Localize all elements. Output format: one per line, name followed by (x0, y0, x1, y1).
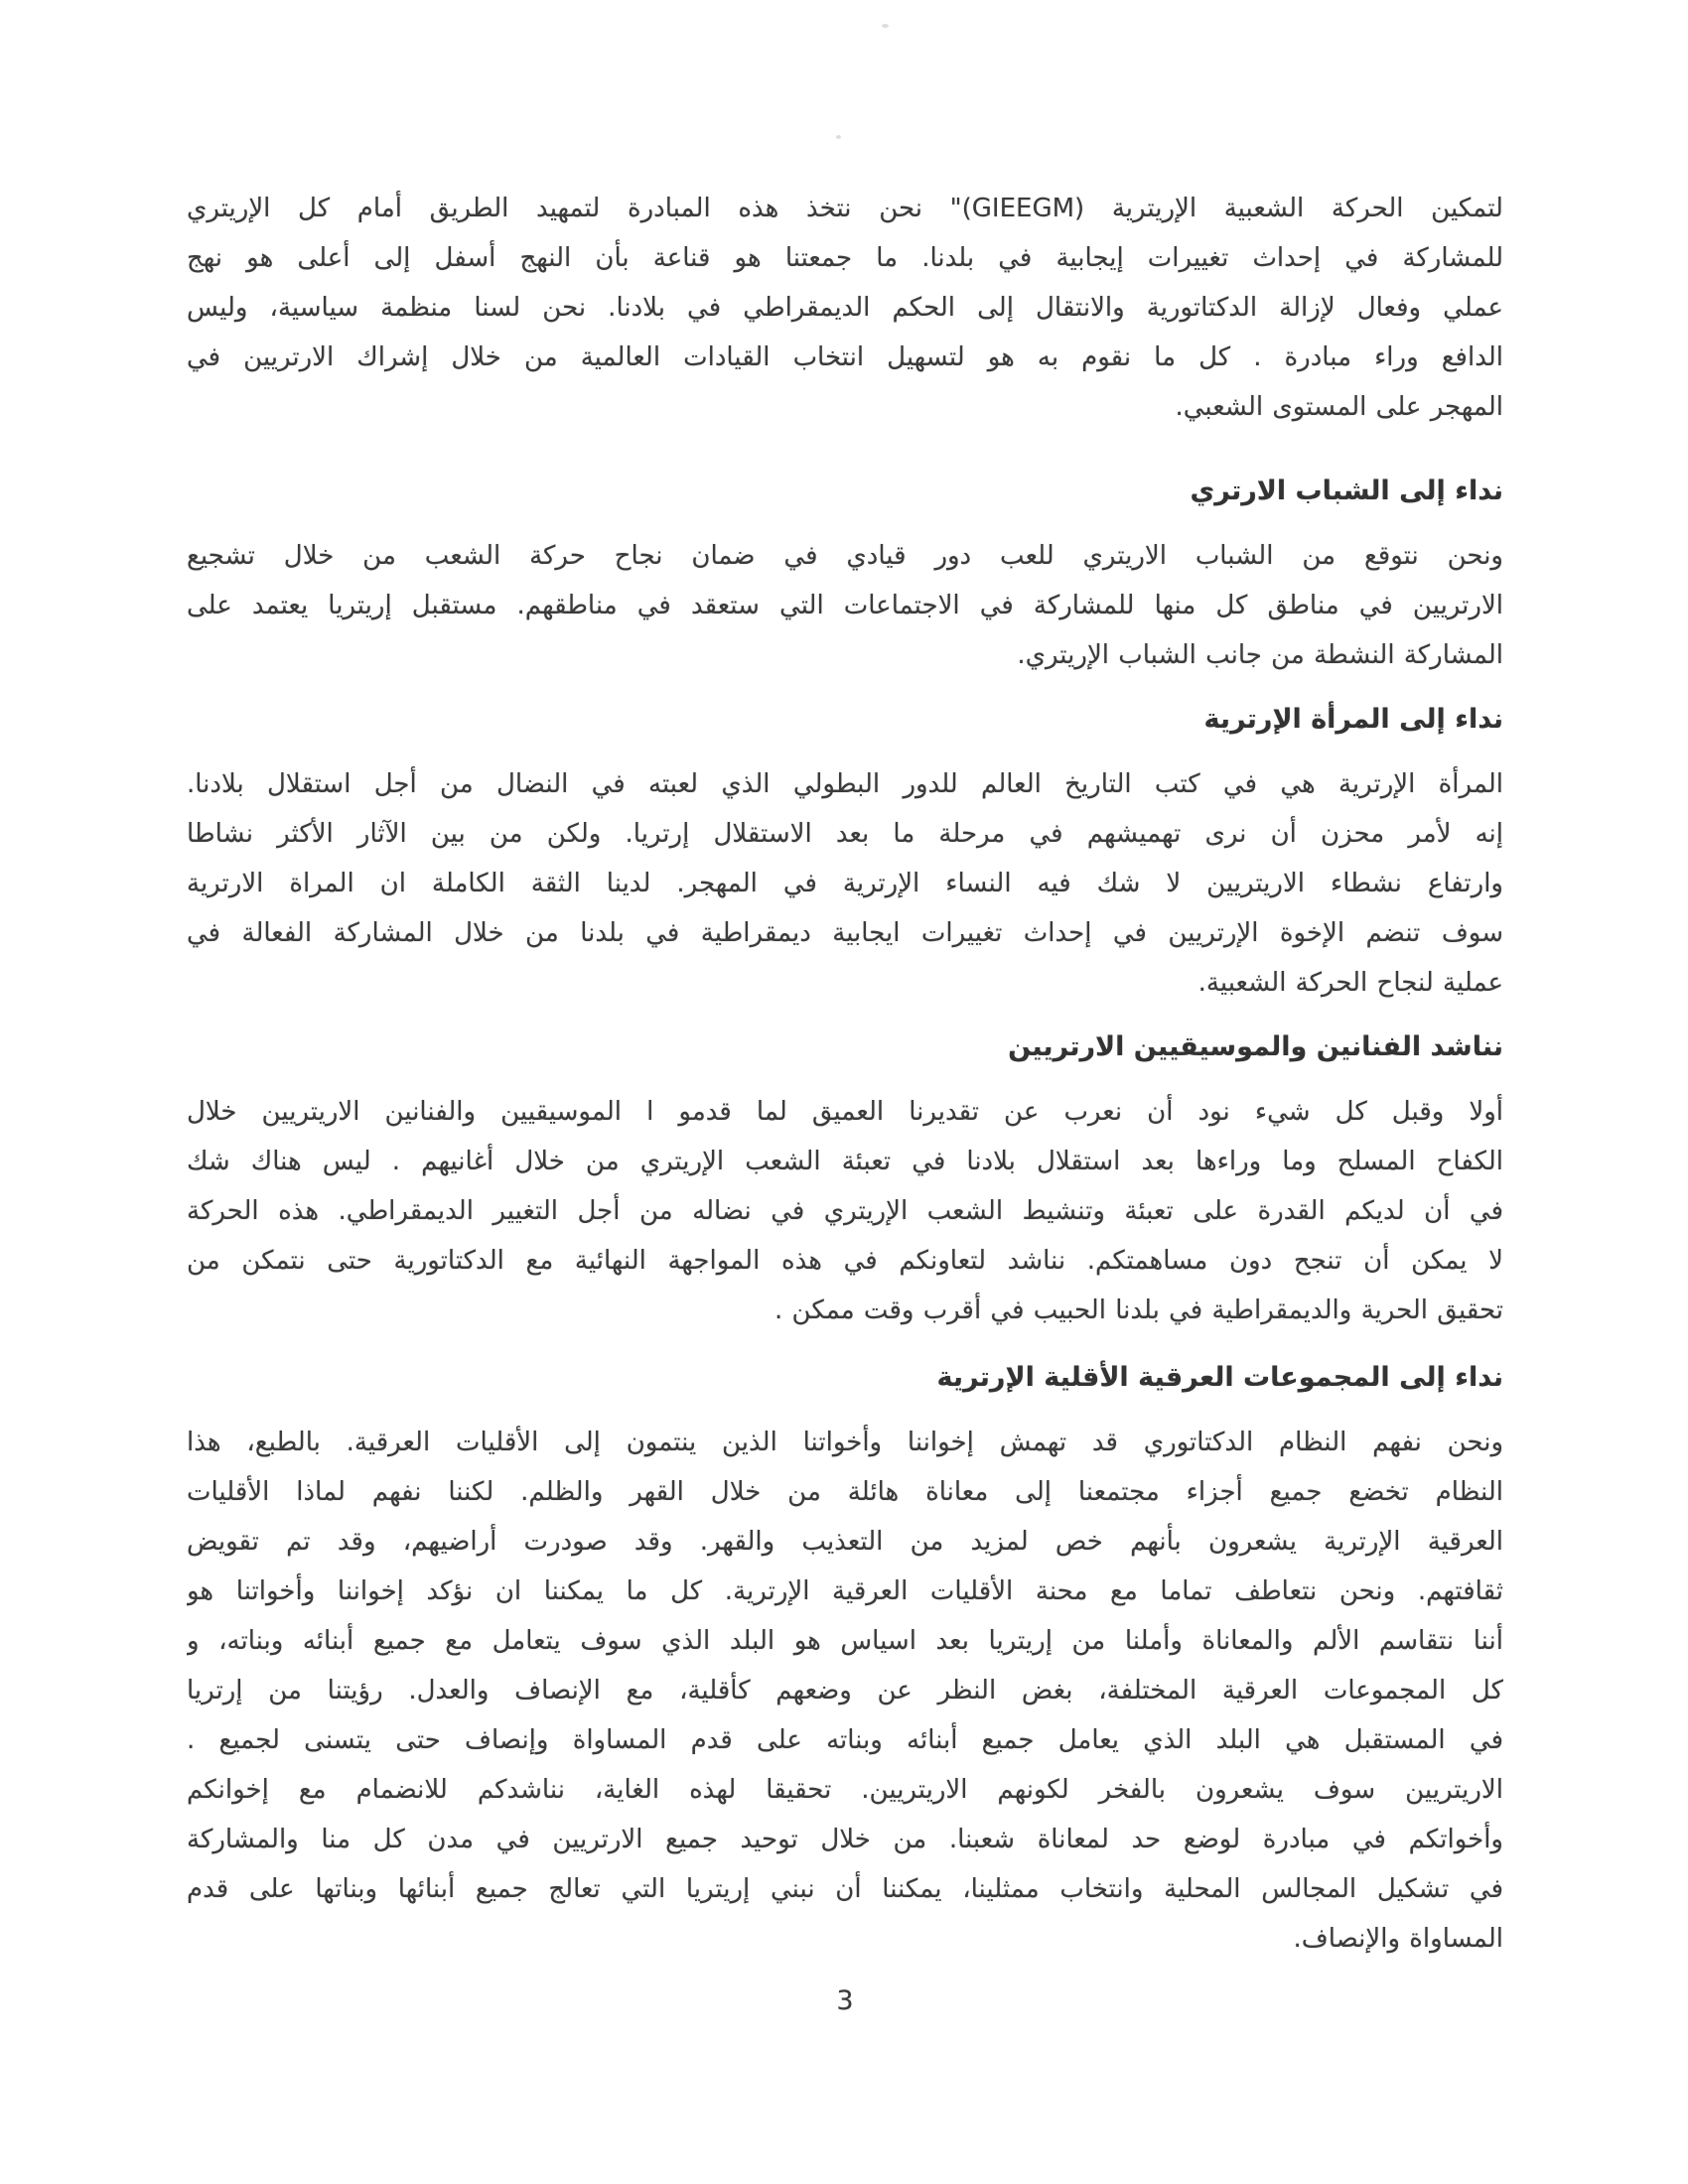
text-line: لتمكين الحركة الشعبية الإريترية (GIEEGM)" نحن نتخذ هذه المبادرة لتمهيد الطريق أمام كل الإريتري (187, 194, 1503, 223)
text-line: ثقافتهم. ونحن نتعاطف تماما مع محنة الأقليات العرقية الإرترية. كل ما يمكننا ان نؤكد إخواننا وأخواتنا هو (187, 1576, 1503, 1606)
text-line: العرقية الإرترية يشعرون بأنهم خص لمزيد من التعذيب والقهر. وقد صودرت أراضيهم، وقد تم تقويض (187, 1527, 1503, 1557)
text-line: كل المجموعات العرقية المختلفة، بغض النظر عن وضعهم كأقلية، مع الإنصاف والعدل. رؤيتنا من إرتريا (187, 1676, 1503, 1706)
document-body (187, 184, 1503, 2016)
text-line: المساواة والإنصاف. (1293, 1924, 1503, 1954)
paragraph-intro (187, 184, 1503, 432)
text-line: الارتريين في مناطق كل منها للمشاركة في الاجتماعات التي ستعقد في مناطقهم. مستقبل إريتريا يعتمد على (187, 591, 1503, 620)
text-line: المهجر على المستوى الشعبي. (1175, 392, 1503, 422)
text-line: الاريتريين سوف يشعرون بالفخر لكونهم الاريتريين. تحقيقا لهذه الغاية، نناشدكم للانضمام مع إخوانكم (187, 1775, 1503, 1805)
scan-artifact (882, 24, 889, 28)
text-line: وأخواتكم في مبادرة لوضع حد لمعاناة شعبنا. من خلال توحيد جميع الارتريين في مدن كل منا والمشاركة (187, 1825, 1503, 1854)
heading-minorities-appeal: نداء إلى المجموعات العرقية الأقلية الإرترية (936, 1362, 1503, 1393)
text-line: ونحن نفهم النظام الدكتاتوري قد تهمش إخواننا وأخواتنا الذين ينتمون إلى الأقليات العرقية. بالطبع، هذا (187, 1428, 1503, 1457)
text-line: في تشكيل المجالس المحلية وانتخاب ممثلينا، يمكننا أن نبني إريتريا التي تعالج جميع أبنائها وبناتها على قدم (187, 1874, 1503, 1904)
heading-youth-appeal: نداء إلى الشباب الارتري (1190, 476, 1503, 506)
text-line: المشاركة النشطة من جانب الشباب الإريتري. (1017, 640, 1503, 670)
text-line: سوف تنضم الإخوة الإرتريين في إحداث تغييرات ايجابية ديمقراطية في بلدنا من خلال المشاركة الفعالة في (187, 918, 1503, 948)
paragraph-minorities (187, 1418, 1503, 1964)
text-line: الكفاح المسلح وما وراءها بعد استقلال بلادنا في تعبئة الشعب الإريتري من خلال أغانيهم . ليس هناك شك (187, 1147, 1503, 1176)
text-line: أولا وقبل كل شيء نود أن نعرب عن تقديرنا العميق لما قدمو ا الموسيقيين والفنانين الاريتريين خلال (187, 1097, 1503, 1127)
paragraph-youth (187, 531, 1503, 680)
text-line: أننا نتقاسم الألم والمعاناة وأملنا من إريتريا بعد اسياس هو البلد الذي سوف يتعامل مع جميع أبنائه وبناته، و (187, 1626, 1503, 1656)
text-line: ونحن نتوقع من الشباب الاريتري للعب دور قيادي في ضمان نجاح حركة الشعب من خلال تشجيع (187, 541, 1503, 571)
text-line: النظام تخضع جميع أجزاء مجتمعنا إلى معاناة هائلة من خلال القهر والظلم. لكننا نفهم لماذا الأقليات (187, 1477, 1503, 1507)
heading-women-appeal: نداء إلى المرأة الإرترية (1203, 704, 1503, 735)
text-line: في أن لديكم القدرة على تعبئة وتنشيط الشعب الإريتري في نضاله من أجل التغيير الديمقراطي. هذه الحركة (187, 1196, 1503, 1226)
paragraph-artists (187, 1087, 1503, 1335)
text-line: عملية لنجاح الحركة الشعبية. (1197, 968, 1503, 998)
text-line: إنه لأمر محزن أن نرى تهميشهم في مرحلة ما بعد الاستقلال إرتريا. ولكن من بين الآثار الأكثر نشاطا (187, 819, 1503, 849)
text-line: تحقيق الحرية والديمقراطية في بلدنا الحبيب في أقرب وقت ممكن . (774, 1296, 1503, 1325)
scan-artifact (836, 135, 841, 139)
heading-artists-appeal: نناشد الفنانين والموسيقيين الارتريين (1008, 1031, 1503, 1062)
page-number: 3 (836, 1985, 854, 2016)
text-line: الدافع وراء مبادرة . كل ما نقوم به هو لتسهيل انتخاب القيادات العالمية من خلال إشراك الارتريين في (187, 342, 1503, 372)
text-line: للمشاركة في إحداث تغييرات إيجابية في بلدنا. ما جمعتنا هو قناعة بأن النهج أسفل إلى أعلى هو نهج (187, 243, 1503, 273)
paragraph-women (187, 759, 1503, 1008)
text-line: المرأة الإرترية هي في كتب التاريخ العالم للدور البطولي الذي لعبته في النضال من أجل استقلال بلادنا. (187, 769, 1503, 799)
text-line: عملي وفعال لإزالة الدكتاتورية والانتقال إلى الحكم الديمقراطي في بلادنا. نحن لسنا منظمة سياسية، وليس (187, 293, 1503, 323)
text-line: في المستقبل هي البلد الذي يعامل جميع أبنائه وبناته على قدم المساواة وإنصاف حتى يتسنى لجميع . (187, 1725, 1503, 1755)
text-line: وارتفاع نشطاء الاريتريين لا شك فيه النساء الإرترية في المهجر. لدينا الثقة الكاملة ان المراة الارترية (187, 869, 1503, 898)
text-line: لا يمكن أن تنجح دون مساهمتكم. نناشد لتعاونكم في هذه المواجهة النهائية مع الدكتاتورية حتى نتمكن من (187, 1246, 1503, 1276)
